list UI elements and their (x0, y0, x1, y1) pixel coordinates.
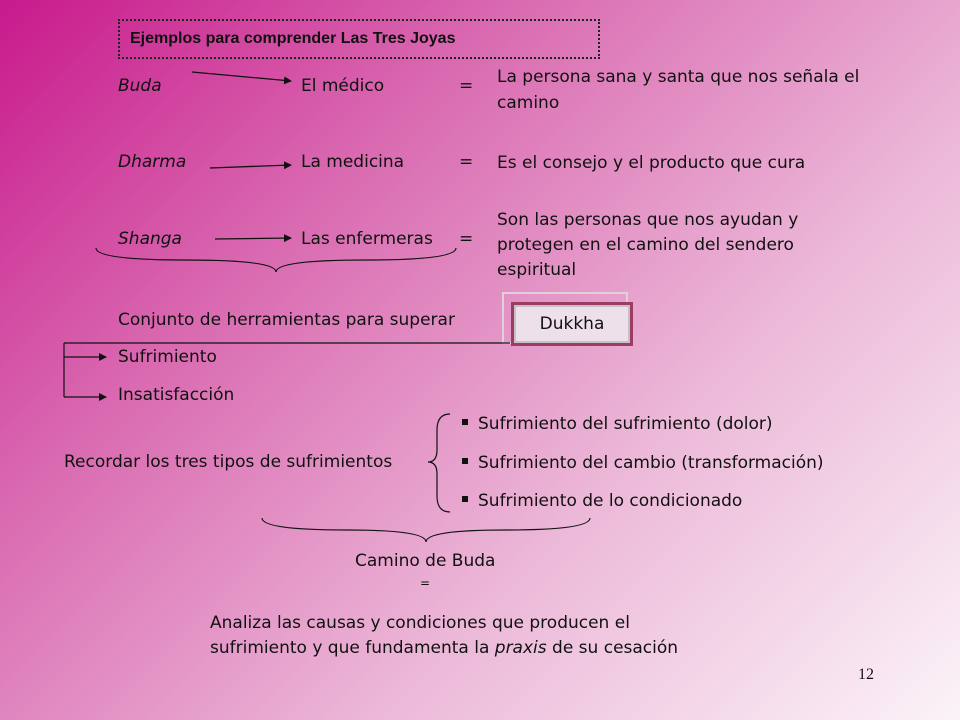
suffering-type-label: Sufrimiento del cambio (transformación) (478, 453, 824, 473)
outcome-insatisfaccion: Insatisfacción (118, 385, 235, 405)
dukkha-label: Dukkha (539, 314, 605, 334)
jewel-name-shanga: Shanga (118, 229, 182, 249)
jewel-analogy-buda: El médico (301, 76, 385, 96)
suffering-type-label: Sufrimiento del sufrimiento (dolor) (478, 414, 773, 434)
equals-sign-dharma: = (459, 152, 474, 172)
slide-title: Ejemplos para comprender Las Tres Joyas (130, 30, 456, 47)
jewel-name-buda: Buda (118, 76, 162, 96)
jewel-description-buda: La persona sana y santa que nos señala el camino (497, 67, 860, 113)
equals-sign-shanga: = (459, 229, 474, 249)
brace-suffering-types (428, 414, 450, 512)
path-label: Camino de Buda (355, 551, 496, 571)
conclusion-praxis: praxis (494, 638, 547, 658)
arrow-dharma (210, 165, 291, 168)
conclusion-line-2-end: de su cesación (546, 638, 679, 658)
outcome-sufrimiento: Sufrimiento (118, 347, 217, 367)
jewel-description-shanga: Son las personas que nos ayudan y protegen en el camino del sendero espiritual (497, 210, 799, 280)
remember-text: Recordar los tres tipos de sufrimientos (64, 452, 393, 472)
page-number: 12 (858, 666, 874, 683)
jewel-description-dharma: Es el consejo y el producto que cura (497, 153, 806, 173)
conclusion-line-1: Analiza las causas y condiciones que producen el (210, 613, 630, 633)
brace-path (262, 518, 590, 542)
jewel-analogy-dharma: La medicina (301, 152, 405, 172)
jewel-analogy-shanga: Las enfermeras (301, 229, 433, 249)
arrow-buda (192, 72, 291, 81)
conclusion-line-2-start: sufrimiento y que fundamenta la (210, 638, 495, 658)
equals-sign-buda: = (459, 76, 474, 96)
brace-three-jewels (96, 248, 456, 272)
jewel-name-dharma: Dharma (118, 152, 187, 172)
tools-text: Conjunto de herramientas para superar (118, 310, 455, 330)
path-equals-sign: = (420, 576, 431, 590)
arrow-shanga (215, 238, 291, 239)
suffering-type-label: Sufrimiento de lo condicionado (478, 491, 743, 511)
